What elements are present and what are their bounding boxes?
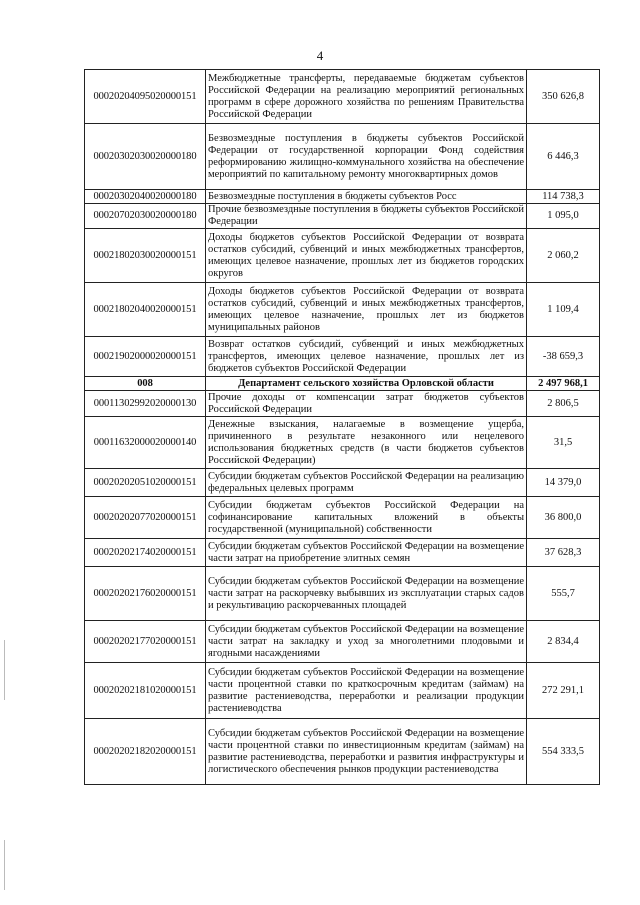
table-row	[85, 663, 600, 719]
budget-code-cell: 00020202182020000151	[85, 719, 206, 785]
revenue-table	[84, 69, 600, 785]
description-cell: Безвозмездные поступления в бюджеты субъектов Российской Федерации от государственной корпорации Фонд содействия реформированию жилищно-коммунального хозяйства на обеспечение мероприятий по капитальному ремонту многоквартирных домов	[206, 124, 527, 190]
budget-code-cell: 00021802030020000151	[85, 229, 206, 283]
amount-cell: 2 834,4	[527, 621, 600, 663]
description-cell: Департамент сельского хозяйства Орловской области	[206, 377, 527, 391]
budget-code-cell: 00020202181020000151	[85, 663, 206, 719]
amount-cell: 31,5	[527, 417, 600, 469]
amount-cell: -38 659,3	[527, 337, 600, 377]
table-row	[85, 124, 600, 190]
table-row	[85, 497, 600, 539]
table-row	[85, 70, 600, 124]
description-cell: Денежные взыскания, налагаемые в возмещение ущерба, причиненного в результате незаконного или нецелевого использования бюджетных средств (в части бюджетов субъектов Российской Федерации)	[206, 417, 527, 469]
table-row	[85, 469, 600, 497]
budget-code-cell: 00020204095020000151	[85, 70, 206, 124]
amount-cell: 114 738,3	[527, 190, 600, 204]
amount-cell: 554 333,5	[527, 719, 600, 785]
amount-cell: 2 806,5	[527, 391, 600, 417]
budget-code-cell: 00020202177020000151	[85, 621, 206, 663]
budget-code-cell: 00020302040020000180	[85, 190, 206, 204]
budget-code-cell: 00020302030020000180	[85, 124, 206, 190]
amount-cell: 2 060,2	[527, 229, 600, 283]
budget-code-cell: 00020702030020000180	[85, 204, 206, 229]
table-row	[85, 204, 600, 229]
description-cell: Возврат остатков субсидий, субвенций и иных межбюджетных трансфертов, имеющих целевое назначение, прошлых лет из бюджетов субъектов Российской Федерации	[206, 337, 527, 377]
page-number: 4	[316, 48, 324, 63]
table-row	[85, 377, 600, 391]
table-row	[85, 567, 600, 621]
amount-cell: 6 446,3	[527, 124, 600, 190]
amount-cell: 1 095,0	[527, 204, 600, 229]
amount-cell: 1 109,4	[527, 283, 600, 337]
margin-scan-mark	[4, 840, 5, 890]
table-row	[85, 719, 600, 785]
budget-code-cell: 00020202174020000151	[85, 539, 206, 567]
budget-code-cell: 008	[85, 377, 206, 391]
description-cell: Субсидии бюджетам субъектов Российской Федерации на софинансирование капитальных вложений в объекты государственной (муниципальной) собственности	[206, 497, 527, 539]
budget-code-cell: 00011632000020000140	[85, 417, 206, 469]
amount-cell: 14 379,0	[527, 469, 600, 497]
budget-code-cell: 00020202051020000151	[85, 469, 206, 497]
table-row	[85, 283, 600, 337]
description-cell: Субсидии бюджетам субъектов Российской Федерации на возмещение части затрат на приобретение элитных семян	[206, 539, 527, 567]
description-cell: Субсидии бюджетам субъектов Российской Федерации на возмещение части процентной ставки по инвестиционным кредитам (займам) на развитие растениеводства, переработки и развития инфраструктуры и логистического обеспечения рынков продукции растениеводства	[206, 719, 527, 785]
description-cell: Субсидии бюджетам субъектов Российской Федерации на возмещение части затрат на раскорчевку выбывших из эксплуатации старых садов и рекультивацию раскорчеванных площадей	[206, 567, 527, 621]
description-cell: Прочие безвозмездные поступления в бюджеты субъектов Российской Федерации	[206, 204, 527, 229]
description-cell: Доходы бюджетов субъектов Российской Федерации от возврата остатков субсидий, субвенций и иных межбюджетных трансфертов, имеющих целевое назначение, прошлых лет из бюджетов муниципальных районов	[206, 283, 527, 337]
table-row	[85, 190, 600, 204]
table-row	[85, 391, 600, 417]
amount-cell: 555,7	[527, 567, 600, 621]
table-row	[85, 539, 600, 567]
budget-code-cell: 00021902000020000151	[85, 337, 206, 377]
description-cell: Субсидии бюджетам субъектов Российской Федерации на возмещение части затрат на закладку и уход за многолетними плодовыми и ягодными насаждениями	[206, 621, 527, 663]
amount-cell: 2 497 968,1	[527, 377, 600, 391]
description-cell: Безвозмездные поступления в бюджеты субъектов Росс	[206, 190, 527, 204]
description-cell: Доходы бюджетов субъектов Российской Федерации от возврата остатков субсидий, субвенций и иных межбюджетных трансфертов, имеющих целевое назначение, прошлых лет из бюджетов городских округов	[206, 229, 527, 283]
description-cell: Межбюджетные трансферты, передаваемые бюджетам субъектов Российской Федерации на реализацию мероприятий региональных программ в сфере дорожного хозяйства по решениям Правительства Российской Федерации	[206, 70, 527, 124]
amount-cell: 37 628,3	[527, 539, 600, 567]
amount-cell: 272 291,1	[527, 663, 600, 719]
table-row	[85, 229, 600, 283]
budget-code-cell: 00011302992020000130	[85, 391, 206, 417]
description-cell: Прочие доходы от компенсации затрат бюджетов субъектов Российской Федерации	[206, 391, 527, 417]
table-row	[85, 621, 600, 663]
budget-code-cell: 00021802040020000151	[85, 283, 206, 337]
description-cell: Субсидии бюджетам субъектов Российской Федерации на возмещение части процентной ставки по краткосрочным кредитам (займам) на развитие растениеводства, переработки и реализации продукции растениеводства	[206, 663, 527, 719]
budget-code-cell: 00020202077020000151	[85, 497, 206, 539]
amount-cell: 350 626,8	[527, 70, 600, 124]
amount-cell: 36 800,0	[527, 497, 600, 539]
table-row	[85, 417, 600, 469]
budget-code-cell: 00020202176020000151	[85, 567, 206, 621]
table-row	[85, 337, 600, 377]
margin-scan-mark	[4, 640, 5, 700]
description-cell: Субсидии бюджетам субъектов Российской Федерации на реализацию федеральных целевых программ	[206, 469, 527, 497]
